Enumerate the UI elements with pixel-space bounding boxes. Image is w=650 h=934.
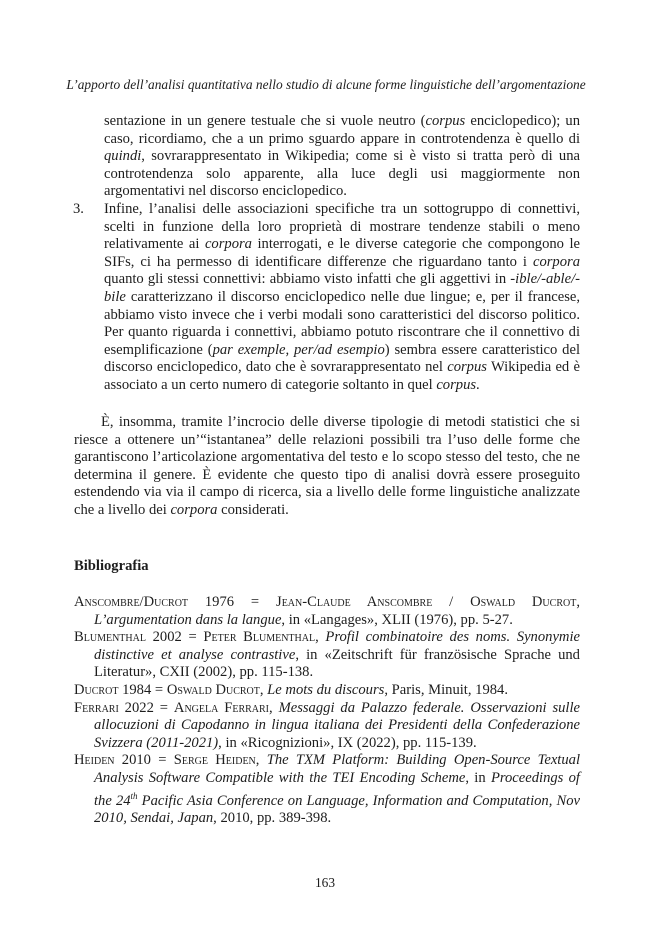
list-item-3: 3. Infine, l’analisi delle associazioni specifiche tra un sottogruppo di connettivi, scelti in funzione della loro proprietà di mostrare tendenze stabili o meno relativamente ai corpora interrogati, e le diverse categorie che compongono le SIFs, ci ha permesso di identificare differenze che riguardano tanto i corpora quanto gli stessi connettivi: abbiamo visto infatti che gli aggettivi in -ible/-able/-bile caratterizzano il discorso enciclopedico nelle due lingue; e, per il francese, abbiamo visto invece che i verbi modali sono caratteristici del discorso politico. Per quanto riguarda i connettivi, abbiamo potuto riscontrare che il connettivo di esemplificazione (par exemple, per/ad esempio) sembra essere caratteristico del discorso enciclopedico, dato che è sovrarappresentato nel corpus Wikipedia ed è associato a un certo numero di categorie soltanto in quel corpus. — [73, 201, 581, 393]
bib-entry: Ducrot 1984 = Oswald Ducrot, Le mots du discours, Paris, Minuit, 1984. — [74, 681, 508, 698]
bib-entry: Heiden 2010 = Serge Heiden, The TXM Platform: Building Open-Source Textual Analysis Software Compatible with the TEI Encoding Scheme, in Proceedings of the 24th Pacific Asia Conference on Language, Information and Computation, Nov 2010, Sendai, Japan, 2010, pp. 389-398. — [74, 752, 581, 826]
page-number: 163 — [314, 875, 336, 890]
list-item-continuation: sentazione in un genere testuale che si vuole neutro (corpus enciclopedico); un caso, ricordiamo, che a un primo sguardo appare in controtendenza è quello di quindi, sovrarappresentato in Wikipedia; come si è visto si tratta però di una controtendenza solo apparente, alla luce degli usi maggiormente non argomentativi nel discorso enciclopedico. — [104, 113, 580, 200]
bib-entry: Anscombre/Ducrot 1976 = Jean-Claude Anscombre / Oswald Ducrot, L’argumentation dans la langue, in «Langages», XLII (1976), pp. 5-27. — [74, 594, 580, 628]
bib-entry: Ferrari 2022 = Angela Ferrari, Messaggi da Palazzo federale. Osservazioni sulle allocuzioni di Capodanno in lingua italiana dei Presidenti della Confederazione Svizzera (2011-2021), in «Ricognizioni», IX (2022), pp. 115-139. — [74, 699, 581, 751]
bibliography-list — [74, 594, 580, 828]
conclusion-paragraph: È, insomma, tramite l’incrocio delle diverse tipologie di metodi statistici che si riesce a ottenere un’“istantanea” delle relazioni possibili tra l’uso delle forme che garantiscono l’articolazione argomentativa del testo e lo scopo stesso del testo, che ne determina il genere. È evidente che questo tipo di analisi dovrà essere proseguito estendendo via via il campo di ricerca, sia a livello delle forme linguistiche analizzate che a livello dei corpora considerati. — [74, 414, 580, 518]
running-header: L’apporto dell’analisi quantitativa nello studio di alcune forme linguistiche dell’argomentazione — [66, 77, 586, 92]
list-item-number: 3. — [73, 201, 84, 217]
bib-entry: Blumenthal 2002 = Peter Blumenthal, Profil combinatoire des noms. Synonymie distinctive et analyse contrastive, in «Zeitschrift für französische Sprache und Literatur», CXII (2002), pp. 115-138. — [74, 629, 580, 681]
bibliography-heading: Bibliografia — [74, 558, 149, 574]
